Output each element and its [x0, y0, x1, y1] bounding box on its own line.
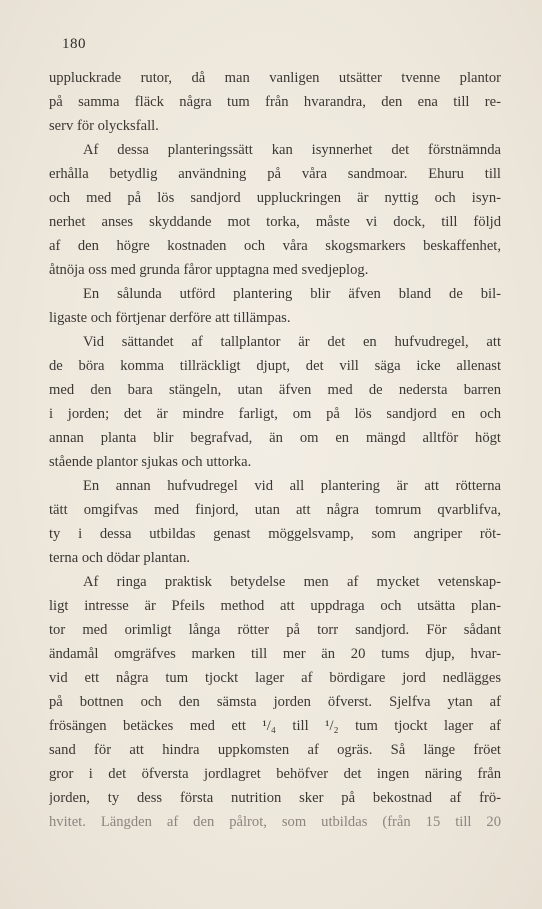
- text-line: ligaste och förtjenar derföre att tillämpas.: [49, 310, 291, 326]
- text-line: ändamål omgräfves marken till mer än 20 tums djup, hvar-: [49, 646, 501, 662]
- text-line: ty i dessa utbildas genast möggelsvamp, som angriper röt-: [49, 526, 501, 542]
- text-line: vid ett några tum tjockt lager af bördigare jord nedlägges: [49, 670, 501, 686]
- text-line: Af dessa planteringssätt kan isynnerhet det förstnämnda: [83, 142, 501, 158]
- body-text: [49, 66, 501, 834]
- text-line: åtnöja oss med grunda fåror upptagna med svedjeplog.: [49, 262, 369, 278]
- text-line: på bottnen och den sämsta jorden öfverst. Sjelfva ytan af: [49, 694, 501, 710]
- text-line: frösängen betäckes med ett ¹/₄ till ¹/₂ tum tjockt lager af: [49, 718, 501, 734]
- text-line: i jorden; det är mindre farligt, om på lös sandjord en och: [49, 406, 501, 422]
- text-line: jorden, ty dess första nutrition sker på bekostnad af frö-: [49, 790, 501, 806]
- text-line: med den bara stängeln, utan äfven med de nedersta barren: [49, 382, 501, 398]
- text-line: uppluckrade rutor, då man vanligen utsätter tvenne plantor: [49, 70, 501, 86]
- text-line: tätt omgifvas med finjord, utan att några tomrum qvarblifva,: [49, 502, 501, 518]
- text-line: hvitet. Längden af den pålrot, som utbildas (från 15 till 20: [49, 814, 501, 830]
- text-line: stående plantor sjukas och uttorka.: [49, 454, 252, 470]
- text-line: på samma fläck några tum från hvarandra, den ena till re-: [49, 94, 501, 110]
- text-line: En annan hufvudregel vid all plantering är att rötterna: [83, 478, 501, 494]
- text-line: af den högre kostnaden och våra skogsmarkers beskaffenhet,: [49, 238, 501, 254]
- text-line: och med på lös sandjord uppluckringen är nyttig och isyn-: [49, 190, 501, 206]
- text-line: sand för att hindra uppkomsten af ogräs. Så länge fröet: [49, 742, 501, 758]
- text-line: Vid sättandet af tallplantor är det en hufvudregel, att: [83, 334, 501, 350]
- text-line: ligt intresse är Pfeils method att uppdraga och utsätta plan-: [49, 598, 501, 614]
- text-line: gror i det öfversta jordlagret behöfver det ingen näring från: [49, 766, 501, 782]
- text-line: annan planta blir begrafvad, än om en mängd alltför högt: [49, 430, 501, 446]
- text-line: tor med orimligt långa rötter på torr sandjord. För sådant: [49, 622, 501, 638]
- text-line: de böra komma tillräckligt djupt, det vill säga icke allenast: [49, 358, 501, 374]
- text-line: Af ringa praktisk betydelse men af mycket vetenskap-: [83, 574, 501, 590]
- text-line: nerhet anses skyddande mot torka, måste vi dock, till följd: [49, 214, 501, 230]
- text-line: serv för olycksfall.: [49, 118, 159, 134]
- text-line: terna och dödar plantan.: [49, 550, 191, 566]
- text-line: En sålunda utförd plantering blir äfven bland de bil-: [83, 286, 501, 302]
- text-line: erhålla betydlig användning på våra sandmoar. Ehuru till: [49, 166, 501, 182]
- page-number: 180: [62, 36, 86, 52]
